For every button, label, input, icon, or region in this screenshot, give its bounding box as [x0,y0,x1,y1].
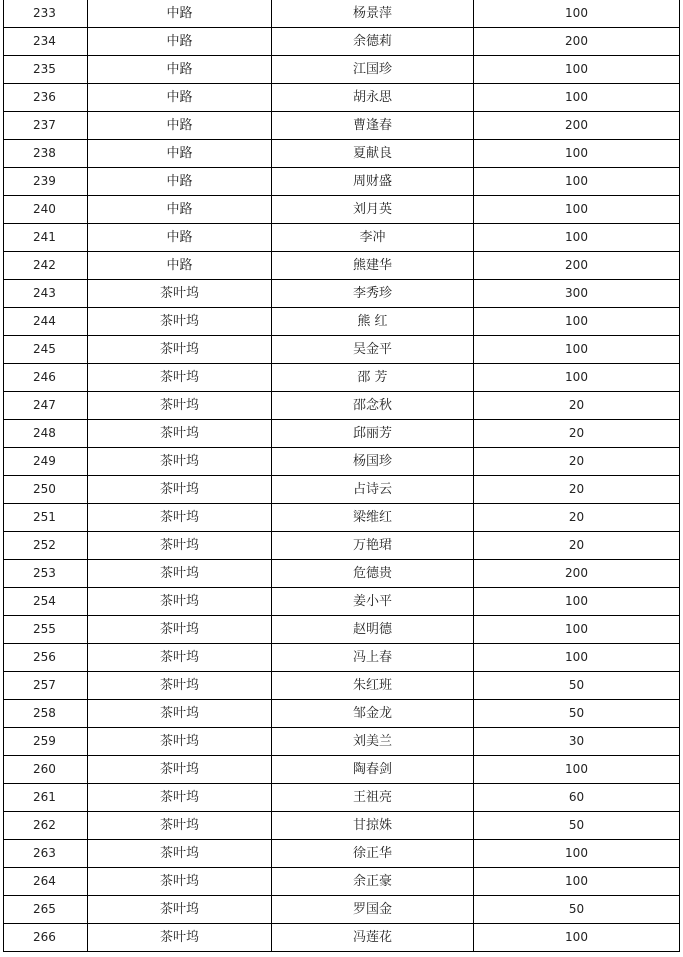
person-name-cell: 赵明德 [272,616,474,644]
person-name-cell: 胡永思 [272,84,474,112]
person-name-cell: 熊建华 [272,252,474,280]
row-number-cell: 261 [4,784,88,812]
table-row [4,28,680,56]
person-name-cell: 刘月英 [272,196,474,224]
area-cell: 茶叶坞 [88,728,272,756]
table-row [4,224,680,252]
row-number-cell: 263 [4,840,88,868]
table-row [4,896,680,924]
amount-cell: 100 [474,224,680,252]
table-row [4,756,680,784]
row-number-cell: 246 [4,364,88,392]
area-cell: 茶叶坞 [88,280,272,308]
amount-cell: 100 [474,140,680,168]
row-number-cell: 241 [4,224,88,252]
table-row [4,420,680,448]
amount-cell: 50 [474,896,680,924]
table-body [4,0,680,952]
table-row [4,868,680,896]
area-cell: 中路 [88,224,272,252]
row-number-cell: 254 [4,588,88,616]
person-name-cell: 邵 芳 [272,364,474,392]
person-name-cell: 杨景萍 [272,0,474,28]
row-number-cell: 265 [4,896,88,924]
person-name-cell: 邹金龙 [272,700,474,728]
area-cell: 茶叶坞 [88,784,272,812]
table-row [4,672,680,700]
table-row [4,924,680,952]
row-number-cell: 244 [4,308,88,336]
person-name-cell: 梁维红 [272,504,474,532]
amount-cell: 200 [474,112,680,140]
area-cell: 中路 [88,0,272,28]
area-cell: 茶叶坞 [88,588,272,616]
person-name-cell: 余德莉 [272,28,474,56]
row-number-cell: 239 [4,168,88,196]
person-name-cell: 杨国珍 [272,448,474,476]
row-number-cell: 253 [4,560,88,588]
person-name-cell: 徐正华 [272,840,474,868]
person-name-cell: 占诗云 [272,476,474,504]
table-row [4,504,680,532]
area-cell: 茶叶坞 [88,448,272,476]
amount-cell: 100 [474,616,680,644]
table-row [4,448,680,476]
area-cell: 茶叶坞 [88,868,272,896]
amount-cell: 200 [474,28,680,56]
person-name-cell: 夏献良 [272,140,474,168]
row-number-cell: 258 [4,700,88,728]
amount-cell: 100 [474,56,680,84]
table-row [4,532,680,560]
amount-cell: 100 [474,364,680,392]
table-row [4,168,680,196]
table-row [4,364,680,392]
row-number-cell: 264 [4,868,88,896]
area-cell: 茶叶坞 [88,308,272,336]
row-number-cell: 248 [4,420,88,448]
table-row [4,392,680,420]
area-cell: 茶叶坞 [88,616,272,644]
amount-cell: 200 [474,560,680,588]
amount-cell: 50 [474,700,680,728]
person-name-cell: 李冲 [272,224,474,252]
table-row [4,728,680,756]
area-cell: 茶叶坞 [88,896,272,924]
donation-table [3,0,680,952]
person-name-cell: 罗国金 [272,896,474,924]
person-name-cell: 危德贵 [272,560,474,588]
amount-cell: 100 [474,756,680,784]
amount-cell: 20 [474,448,680,476]
amount-cell: 200 [474,252,680,280]
amount-cell: 50 [474,812,680,840]
row-number-cell: 245 [4,336,88,364]
person-name-cell: 邵念秋 [272,392,474,420]
table-row [4,700,680,728]
amount-cell: 20 [474,420,680,448]
row-number-cell: 262 [4,812,88,840]
row-number-cell: 251 [4,504,88,532]
table-row [4,84,680,112]
area-cell: 茶叶坞 [88,700,272,728]
area-cell: 茶叶坞 [88,364,272,392]
area-cell: 茶叶坞 [88,420,272,448]
table-row [4,56,680,84]
person-name-cell: 万艳珺 [272,532,474,560]
table-row [4,308,680,336]
table-row [4,0,680,28]
row-number-cell: 237 [4,112,88,140]
row-number-cell: 266 [4,924,88,952]
person-name-cell: 曹逢春 [272,112,474,140]
amount-cell: 60 [474,784,680,812]
row-number-cell: 252 [4,532,88,560]
area-cell: 茶叶坞 [88,392,272,420]
area-cell: 茶叶坞 [88,840,272,868]
table-row [4,336,680,364]
amount-cell: 20 [474,532,680,560]
area-cell: 中路 [88,168,272,196]
amount-cell: 100 [474,644,680,672]
area-cell: 中路 [88,56,272,84]
amount-cell: 100 [474,84,680,112]
amount-cell: 100 [474,588,680,616]
person-name-cell: 陶春剑 [272,756,474,784]
amount-cell: 20 [474,476,680,504]
amount-cell: 100 [474,868,680,896]
row-number-cell: 259 [4,728,88,756]
area-cell: 中路 [88,196,272,224]
amount-cell: 50 [474,672,680,700]
person-name-cell: 李秀珍 [272,280,474,308]
area-cell: 茶叶坞 [88,560,272,588]
table-row [4,140,680,168]
area-cell: 茶叶坞 [88,532,272,560]
amount-cell: 20 [474,392,680,420]
person-name-cell: 熊 红 [272,308,474,336]
amount-cell: 100 [474,840,680,868]
area-cell: 中路 [88,28,272,56]
row-number-cell: 260 [4,756,88,784]
area-cell: 茶叶坞 [88,476,272,504]
amount-cell: 100 [474,924,680,952]
table-row [4,812,680,840]
amount-cell: 30 [474,728,680,756]
area-cell: 茶叶坞 [88,504,272,532]
row-number-cell: 233 [4,0,88,28]
amount-cell: 100 [474,196,680,224]
person-name-cell: 吴金平 [272,336,474,364]
area-cell: 茶叶坞 [88,672,272,700]
person-name-cell: 姜小平 [272,588,474,616]
row-number-cell: 250 [4,476,88,504]
area-cell: 中路 [88,84,272,112]
row-number-cell: 234 [4,28,88,56]
table-row [4,196,680,224]
table-row [4,280,680,308]
donation-table-container [3,0,679,952]
amount-cell: 100 [474,308,680,336]
table-row [4,252,680,280]
area-cell: 茶叶坞 [88,924,272,952]
person-name-cell: 刘美兰 [272,728,474,756]
table-row [4,112,680,140]
row-number-cell: 255 [4,616,88,644]
person-name-cell: 冯上春 [272,644,474,672]
table-row [4,588,680,616]
person-name-cell: 王祖亮 [272,784,474,812]
area-cell: 中路 [88,252,272,280]
table-row [4,616,680,644]
person-name-cell: 甘掠姝 [272,812,474,840]
amount-cell: 100 [474,0,680,28]
row-number-cell: 256 [4,644,88,672]
row-number-cell: 236 [4,84,88,112]
person-name-cell: 余正豪 [272,868,474,896]
amount-cell: 100 [474,168,680,196]
amount-cell: 100 [474,336,680,364]
area-cell: 中路 [88,140,272,168]
area-cell: 茶叶坞 [88,756,272,784]
row-number-cell: 257 [4,672,88,700]
row-number-cell: 247 [4,392,88,420]
table-row [4,560,680,588]
person-name-cell: 邱丽芳 [272,420,474,448]
table-row [4,644,680,672]
person-name-cell: 朱红班 [272,672,474,700]
area-cell: 中路 [88,112,272,140]
amount-cell: 20 [474,504,680,532]
row-number-cell: 238 [4,140,88,168]
person-name-cell: 江国珍 [272,56,474,84]
area-cell: 茶叶坞 [88,812,272,840]
area-cell: 茶叶坞 [88,336,272,364]
row-number-cell: 243 [4,280,88,308]
row-number-cell: 240 [4,196,88,224]
area-cell: 茶叶坞 [88,644,272,672]
table-row [4,476,680,504]
amount-cell: 300 [474,280,680,308]
row-number-cell: 235 [4,56,88,84]
table-row [4,840,680,868]
row-number-cell: 242 [4,252,88,280]
table-row [4,784,680,812]
person-name-cell: 周财盛 [272,168,474,196]
row-number-cell: 249 [4,448,88,476]
person-name-cell: 冯莲花 [272,924,474,952]
